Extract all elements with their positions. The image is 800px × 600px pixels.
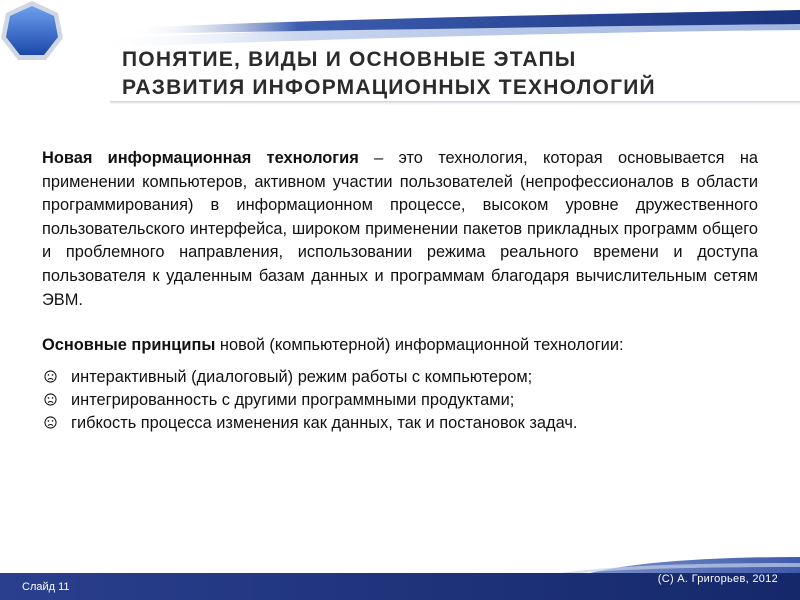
frown-face-icon [44,370,57,383]
slide-content [42,147,758,435]
footer-bar [0,555,800,600]
slide-title-line-2: РАЗВИТИЯ ИНФОРМАЦИОННЫХ ТЕХНОЛОГИЙ [122,76,656,99]
list-item [42,412,758,435]
principles-heading [42,334,758,356]
list-item [42,389,758,412]
principles-term: Основные принципы [42,336,216,355]
definition-text: – это технология, которая основывается на применении компьютеров, активном участии пользователей (непрофессионалов в области программирования) в информационном процессе, высоком уровне дружественного пользовательского интерфейса, широком применении пакетов прикладных программ общего и проблемного направления, использовании режима реального времени и доступа пользователя к удаленным базам данных и программам благодаря вычислительным сетям ЭВМ. [42,149,758,309]
list-item [42,366,758,389]
copyright-text: (C) А. Григорьев, 2012 [657,573,778,585]
principles-text: новой (компьютерной) информационной технологии: [215,336,624,355]
slide-title [122,46,762,102]
principle-text: интерактивный (диалоговый) режим работы с компьютером; [71,368,533,387]
definition-paragraph [42,147,758,312]
principles-list [42,366,758,435]
slide-number: Слайд 11 [22,581,70,593]
slide-title-line-1: ПОНЯТИЕ, ВИДЫ И ОСНОВНЫЕ ЭТАПЫ [122,48,577,71]
frown-face-icon [44,393,57,406]
slide-badge-number: 1 [61,57,75,82]
definition-term: Новая информационная технология [42,149,359,167]
principle-text: интегрированность с другими программными продуктами; [71,391,515,410]
header-banner [0,0,800,120]
frown-face-icon [44,416,57,429]
principle-text: гибкость процесса изменения как данных, так и постановок задач. [71,414,578,433]
